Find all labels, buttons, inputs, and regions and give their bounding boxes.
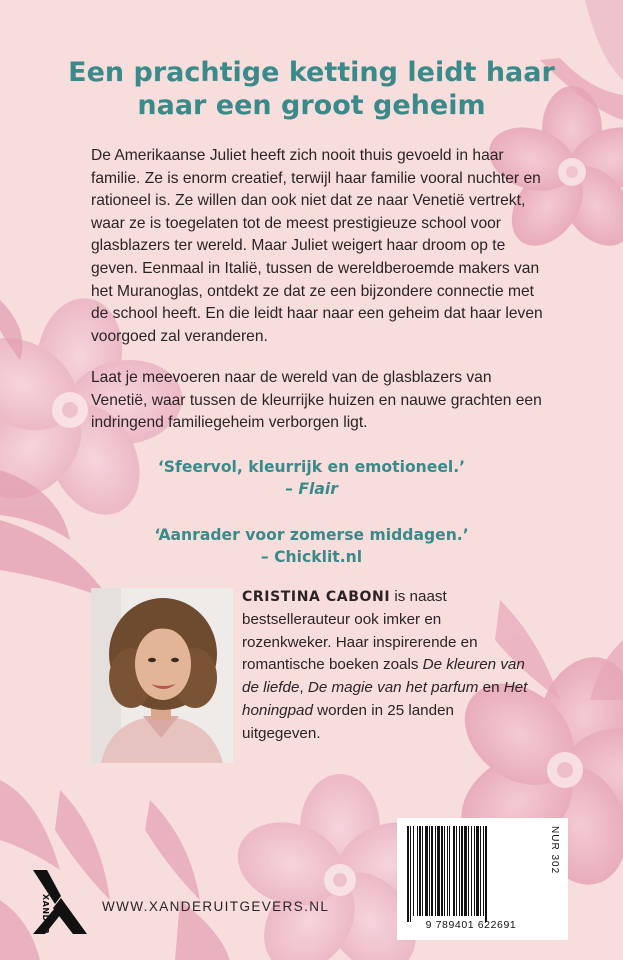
headline-line-2: naar een groot geheim — [137, 90, 486, 121]
barcode-bar — [468, 826, 469, 916]
xander-logo-icon — [31, 868, 89, 938]
headline-line-1: Een prachtige ketting leidt haar — [68, 57, 555, 88]
quote-source: – Chicklit.nl — [260, 548, 363, 566]
blurb-paragraph-1: De Amerikaanse Juliet heeft zich nooit thuis gevoeld in haar familie. Ze is enorm creatief, terwijl haar familie vooral nuchter en rationeel is. Ze willen dan ook niet dat ze naar Venetië vertrekt, waar ze is toegelaten tot de meest prestigieuze school voor glasblazers ter wereld. Maar Juliet weigert haar droom op te geven. Eenmaal in Italië, tussen de wereldberoemde makers van het Muranoglas, ontdekt ze dat ze een bijzondere connectie met de school heeft. En die leidt haar naar een geheim dat haar leven voorgoed zal veranderen. — [91, 147, 543, 345]
barcode-bar — [417, 826, 418, 916]
isbn-number: 9 789401 622691 — [425, 919, 517, 931]
barcode-bar — [425, 826, 428, 916]
barcode-bar — [419, 826, 421, 916]
nur-code: NUR 302 — [549, 826, 560, 875]
book-title: De magie van het parfum — [307, 679, 479, 697]
publisher-website[interactable]: WWW.XANDERUITGEVERS.NL — [102, 899, 330, 914]
barcode-bar — [407, 826, 409, 922]
barcode-bar — [413, 826, 414, 916]
barcode-bar — [410, 826, 411, 922]
barcode-bar — [480, 826, 481, 916]
barcode-bar — [474, 826, 475, 916]
book-title: Het honingpad — [242, 679, 528, 719]
barcode-bar — [471, 826, 472, 916]
quote-source: – Flair — [285, 480, 338, 498]
barcode-bar — [441, 826, 443, 916]
quote-text: ‘Aanrader voor zomerse middagen.’ — [154, 526, 469, 544]
quote-text: ‘Sfeervol, kleurrijk en emotioneel.’ — [157, 458, 466, 476]
barcode-bar — [459, 826, 460, 916]
barcode-bar — [483, 826, 484, 916]
headline — [40, 56, 583, 122]
barcode-bar — [464, 826, 467, 916]
review-quote-2 — [60, 524, 563, 568]
barcode-bar — [461, 826, 463, 916]
barcode-bar — [437, 826, 440, 916]
barcode-bar — [422, 826, 423, 916]
barcode-bar — [429, 826, 430, 916]
author-bio: CRISTINA CABONI is naast bestsellerauteur ook imker en rozenkweker. Haar inspirerende en romantische boeken zoals De kleuren van de liefde, De magie van het parfum en Het honingpad worden in 25 landen uitgegeven. — [242, 588, 528, 742]
barcode-bar — [449, 826, 450, 916]
barcode-bar — [435, 826, 436, 916]
author-photo — [91, 588, 233, 763]
publisher-logo-text: XANDER — [41, 894, 50, 935]
barcode-bar — [453, 826, 455, 916]
barcode-bar — [431, 826, 433, 916]
barcode-bar — [476, 826, 479, 916]
barcode-bar — [444, 826, 445, 916]
author-name: CRISTINA CABONI — [242, 589, 391, 605]
book-title: De kleuren van de liefde — [242, 656, 525, 697]
blurb-paragraph-2: Laat je meevoeren naar de wereld van de glasblazers van Venetië, waar tussen de kleurrijke huizen en nauwe grachten een indringend familiegeheim verborgen ligt. — [91, 369, 542, 432]
barcode-bar — [456, 826, 457, 916]
barcode-bar — [447, 826, 448, 916]
barcode-bar — [485, 826, 487, 922]
review-quote-1 — [60, 456, 563, 500]
